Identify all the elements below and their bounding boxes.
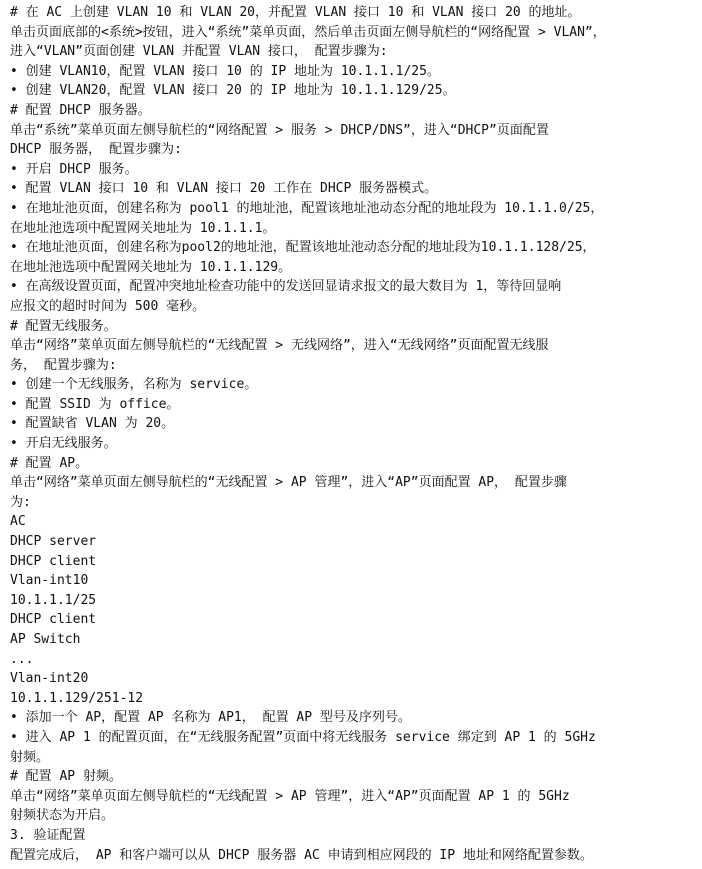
text-line: 单击“网络”菜单页面左侧导航栏的“无线配置 > AP 管理”，进入“AP”页面配置 AP 1 的 5GHz xyxy=(10,788,570,804)
text-line: 务， 配置步骤为: xyxy=(10,357,117,373)
text-line: 为: xyxy=(10,494,31,510)
text-line: 射频。 xyxy=(10,749,50,765)
text-line: 3. 验证配置 xyxy=(10,827,86,843)
text-line: • 创建 VLAN20，配置 VLAN 接口 20 的 IP 地址为 10.1.1.129/25。 xyxy=(10,83,456,99)
text-line: ... xyxy=(10,651,34,667)
text-line: # 在 AC 上创建 VLAN 10 和 VLAN 20，并配置 VLAN 接口 10 和 VLAN 接口 20 的地址。 xyxy=(10,5,581,20)
text-line: • 在地址池页面，创建名称为 pool1 的地址池，配置该地址池动态分配的地址段为 10.1.1.0/25， xyxy=(10,200,604,216)
text-line: AP Switch xyxy=(10,632,81,647)
text-line: • 配置缺省 VLAN 为 20。 xyxy=(10,416,175,432)
text-line: • 在地址池页面，创建名称为pool2的地址池，配置该地址池动态分配的地址段为10.1.1.128/25， xyxy=(10,240,596,256)
text-line: • 配置 SSID 为 office。 xyxy=(10,396,180,412)
text-line: 在地址池选项中配置网关地址为 10.1.1.129。 xyxy=(10,259,292,275)
text-line: 单击“网络”菜单页面左侧导航栏的“无线配置 > 无线网络”，进入“无线网络”页面配置无线服 xyxy=(10,338,549,354)
text-line: 配置完成后， AP 和客户端可以从 DHCP 服务器 AC 申请到相应网段的 IP 地址和网络配置参数。 xyxy=(10,847,593,863)
text-line: DHCP client xyxy=(10,612,97,628)
text-line: DHCP client xyxy=(10,553,97,569)
text-line: • 创建 VLAN10，配置 VLAN 接口 10 的 IP 地址为 10.1.1.1/25。 xyxy=(10,63,440,79)
text-line: Vlan-int20 xyxy=(10,671,89,687)
text-line: 射频状态为开启。 xyxy=(10,808,115,824)
text-line: 单击“系统”菜单页面左侧导航栏的“网络配置 > 服务 > DHCP/DNS”，进入“DHCP”页面配置 xyxy=(10,122,549,138)
text-line: DHCP server xyxy=(10,534,97,550)
text-line: # 配置 AP。 xyxy=(10,455,89,471)
text-line: • 进入 AP 1 的配置页面，在“无线服务配置”页面中将无线服务 service 绑定到 AP 1 的 5GHz xyxy=(10,729,596,745)
text-line: 单击“网络”菜单页面左侧导航栏的“无线配置 > AP 管理”，进入“AP”页面配置 AP， 配置步骤 xyxy=(10,475,567,491)
text-line: • 在高级设置页面，配置冲突地址检查功能中的发送回显请求报文的最大数目为 1，等待回显响 xyxy=(10,279,562,295)
text-line: # 配置 DHCP 服务器。 xyxy=(10,102,151,118)
text-line: AC xyxy=(10,514,26,530)
text-line: 10.1.1.129/251-12 xyxy=(10,690,144,706)
text-line: 单击页面底部的<系统>按钮，进入“系统”菜单页面，然后单击页面左侧导航栏的“网络配置 > VLAN”， xyxy=(10,24,606,40)
text-line: • 创建一个无线服务，名称为 service。 xyxy=(10,377,258,393)
text-line: Vlan-int10 xyxy=(10,573,89,589)
text-line: # 配置无线服务。 xyxy=(10,318,117,334)
text-line: • 配置 VLAN 接口 10 和 VLAN 接口 20 工作在 DHCP 服务器模式。 xyxy=(10,181,438,197)
text-line: DHCP 服务器， 配置步骤为: xyxy=(10,142,182,158)
text-line: 10.1.1.1/25 xyxy=(10,592,97,608)
text-line: # 配置 AP 射频。 xyxy=(10,769,122,785)
text-line: • 开启 DHCP 服务。 xyxy=(10,161,138,177)
text-line: 进入“VLAN”页面创建 VLAN 并配置 VLAN 接口， 配置步骤为: xyxy=(10,44,388,60)
text-line: 应报文的超时时间为 500 毫秒。 xyxy=(10,298,206,314)
text-line: • 开启无线服务。 xyxy=(10,436,117,452)
text-line: • 添加一个 AP，配置 AP 名称为 AP1， 配置 AP 型号及序列号。 xyxy=(10,710,411,726)
text-line: 在地址池选项中配置网关地址为 10.1.1.1。 xyxy=(10,220,276,236)
